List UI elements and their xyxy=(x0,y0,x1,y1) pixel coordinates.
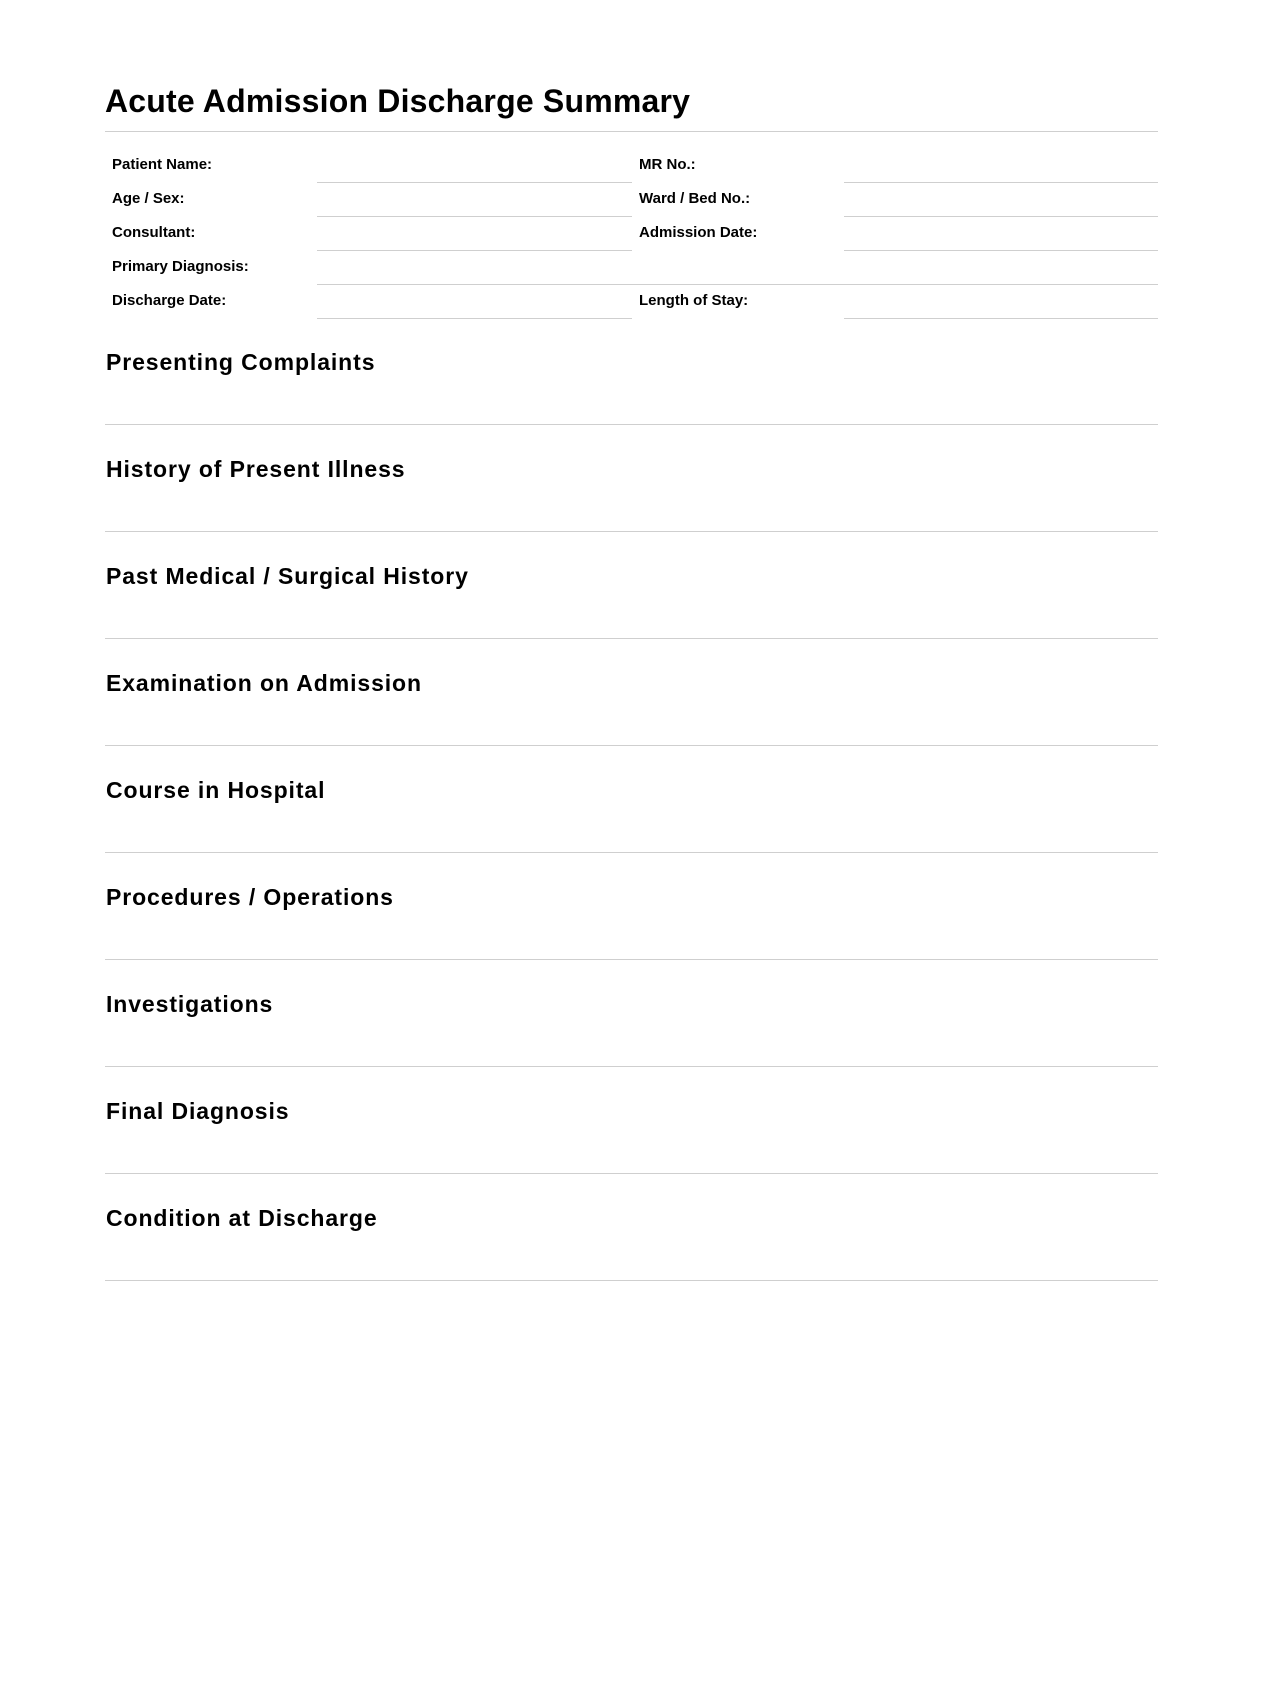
page-title: Acute Admission Discharge Summary xyxy=(105,83,691,119)
section-heading: Course in Hospital xyxy=(106,777,326,803)
section-heading: Investigations xyxy=(106,991,274,1017)
discharge-date-label: Discharge Date: xyxy=(112,291,227,309)
section-heading: Presenting Complaints xyxy=(106,349,376,375)
section-investigations[interactable] xyxy=(105,960,1158,1067)
section-heading: Procedures / Operations xyxy=(106,884,394,910)
length-of-stay-field[interactable] xyxy=(844,285,1158,319)
ward-bed-label: Ward / Bed No.: xyxy=(639,189,751,207)
field-row-discharge-date xyxy=(105,285,1158,319)
section-history-of-present-illness[interactable] xyxy=(105,425,1158,532)
admission-date-label: Admission Date: xyxy=(639,223,758,241)
consultant-label: Consultant: xyxy=(112,223,196,241)
consultant-field[interactable] xyxy=(317,217,632,251)
section-procedures-operations[interactable] xyxy=(105,853,1158,960)
section-course-in-hospital[interactable] xyxy=(105,746,1158,853)
primary-diagnosis-field[interactable] xyxy=(317,251,1158,285)
field-row-age-sex xyxy=(105,183,1158,217)
section-heading: Examination on Admission xyxy=(106,670,422,696)
admission-date-field[interactable] xyxy=(844,217,1158,251)
ward-bed-field[interactable] xyxy=(844,183,1158,217)
section-past-medical-surgical-history[interactable] xyxy=(105,532,1158,639)
field-row-consultant xyxy=(105,217,1158,251)
primary-diagnosis-label: Primary Diagnosis: xyxy=(112,257,249,275)
section-heading: Condition at Discharge xyxy=(106,1205,378,1231)
mr-no-label: MR No.: xyxy=(639,155,696,173)
section-heading: Past Medical / Surgical History xyxy=(106,563,469,589)
section-condition-at-discharge[interactable] xyxy=(105,1174,1158,1281)
section-examination-on-admission[interactable] xyxy=(105,639,1158,746)
patient-details-table xyxy=(105,149,1158,319)
patient-name-field[interactable] xyxy=(317,149,632,183)
section-final-diagnosis[interactable] xyxy=(105,1067,1158,1174)
section-heading: History of Present Illness xyxy=(106,456,406,482)
patient-name-label: Patient Name: xyxy=(112,155,213,173)
discharge-date-field[interactable] xyxy=(317,285,632,319)
mr-no-field[interactable] xyxy=(844,149,1158,183)
section-presenting-complaints[interactable] xyxy=(105,318,1158,425)
summary-sections xyxy=(105,318,1158,1281)
age-sex-field[interactable] xyxy=(317,183,632,217)
field-row-primary-diagnosis xyxy=(105,251,1158,285)
length-of-stay-label: Length of Stay: xyxy=(639,291,749,309)
title-divider xyxy=(105,131,1158,132)
field-row-patient-name xyxy=(105,149,1158,183)
section-heading: Final Diagnosis xyxy=(106,1098,290,1124)
age-sex-label: Age / Sex: xyxy=(112,189,185,207)
